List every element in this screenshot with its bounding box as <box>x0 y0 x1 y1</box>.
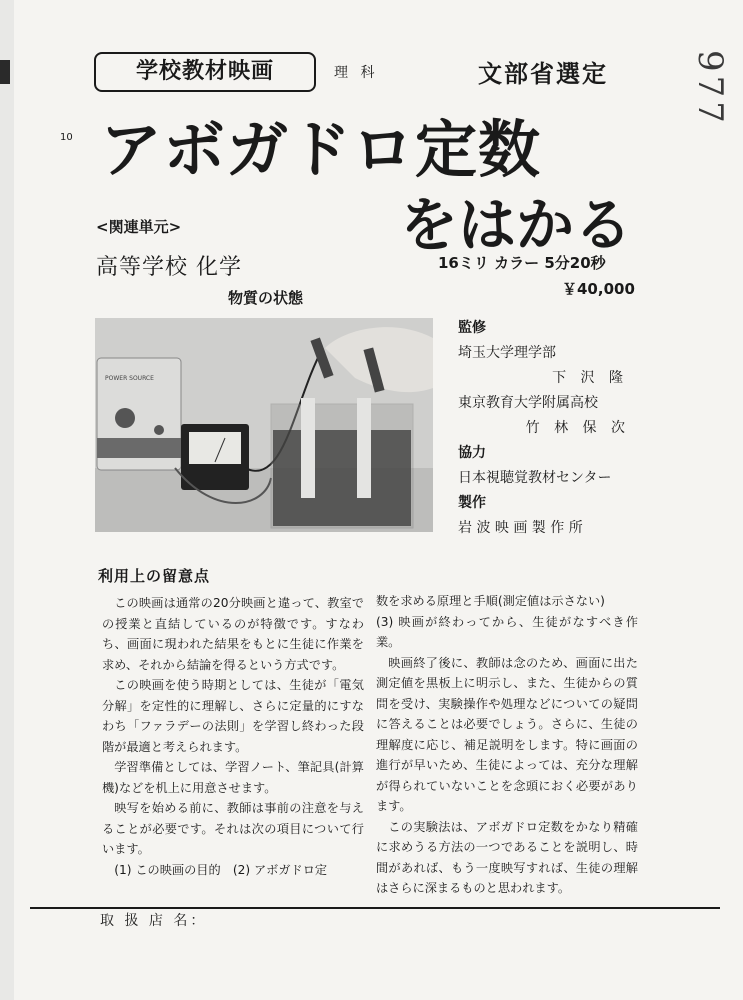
related-unit-sub: 物質の状態 <box>228 289 304 307</box>
notes-heading: 利用上の留意点 <box>98 567 211 585</box>
notes-column-2 <box>376 591 638 899</box>
footer-rule <box>30 907 720 909</box>
paragraph: 映画終了後に、教師は念のため、画面に出た測定値を黒板上に明示し、また、生徒からの質問を受け、実験操作や処理などについての疑問に答えることは必要でしょう。さらに、生徒の理解度に応じ、補足説明をします。特に画面の進行が早いため、生徒によっては、充分な理解が得られていないことを念頭におく必要があります。 <box>376 655 638 813</box>
supervisor-name-2: 竹 林 保 次 <box>525 420 630 436</box>
title-line-1: アボガドロ定数 <box>100 113 542 186</box>
paragraph: この実験法は、アボガドロ定数をかなり精確に求めうる方法の一つであることを説明し、時間があれば、もう一度映写すれば、生徒の理解はさらに深まるものと思われます。 <box>376 819 638 895</box>
page-mark: 10 <box>60 132 73 143</box>
supervisor-name-1: 下 沢 隆 <box>552 370 628 386</box>
production-value: 岩 波 映 画 製 作 所 <box>458 520 583 536</box>
dealer-label: 取 扱 店 名： <box>100 913 208 929</box>
related-unit-value: 高等学校 化学 <box>96 255 242 280</box>
supervisor-org-2: 東京教育大学附属高校 <box>458 395 598 411</box>
supervisor-org-1: 埼玉大学理学部 <box>458 345 556 361</box>
notes-column-1 <box>102 593 364 880</box>
cooperation-value: 日本視聴覚教材センター <box>458 470 612 486</box>
binding-clip <box>0 60 10 84</box>
title-line-2: をはかる <box>400 191 633 259</box>
series-badge: 学校教材映画 <box>94 52 316 92</box>
paragraph: 数を求める原理と手順(測定値は示さない) <box>376 594 605 608</box>
production-heading: 製作 <box>458 495 486 511</box>
paragraph: 映写を始める前に、教師は事前の注意を与えることが必要です。それは次の項目について行います。 <box>102 801 364 856</box>
subject-label: 理 科 <box>334 65 379 81</box>
paragraph: (3) 映画が終わってから、生徒がなすべき作業。 <box>376 614 638 649</box>
experiment-photo <box>95 318 433 532</box>
experiment-illustration <box>95 318 433 532</box>
supervision-heading: 監修 <box>458 320 486 336</box>
paragraph: この映画は通常の20分映画と違って、教室での授業と直結しているのが特徴です。すなわち、画面に現われた結果をもとに生徒に作業を求め、それから結論を得るという方式です。 <box>102 596 364 672</box>
price: ￥40,000 <box>562 280 635 298</box>
paragraph: (1) この映画の目的 (2) アボガドロ定 <box>114 862 328 877</box>
endorsement: 文部省選定 <box>478 60 608 88</box>
film-spec: 16ミリ カラー 5分20秒 <box>438 254 606 272</box>
paragraph: この映画を使う時期としては、生徒が「電気分解」を定性的に理解し、さらに定量的にすなわち「ファラデーの法則」を学習し終わった段階が最適と考えられます。 <box>102 678 364 754</box>
related-unit-heading: <関連単元> <box>96 218 182 236</box>
credits <box>458 316 718 541</box>
handwritten-number: 977 <box>690 50 730 127</box>
power-source-label: POWER SOURCE <box>105 375 154 382</box>
scan-edge <box>0 0 14 1000</box>
cooperation-heading: 協力 <box>458 445 486 461</box>
paragraph: 学習準備としては、学習ノート、筆記具(計算機)などを机上に用意させます。 <box>102 760 364 795</box>
